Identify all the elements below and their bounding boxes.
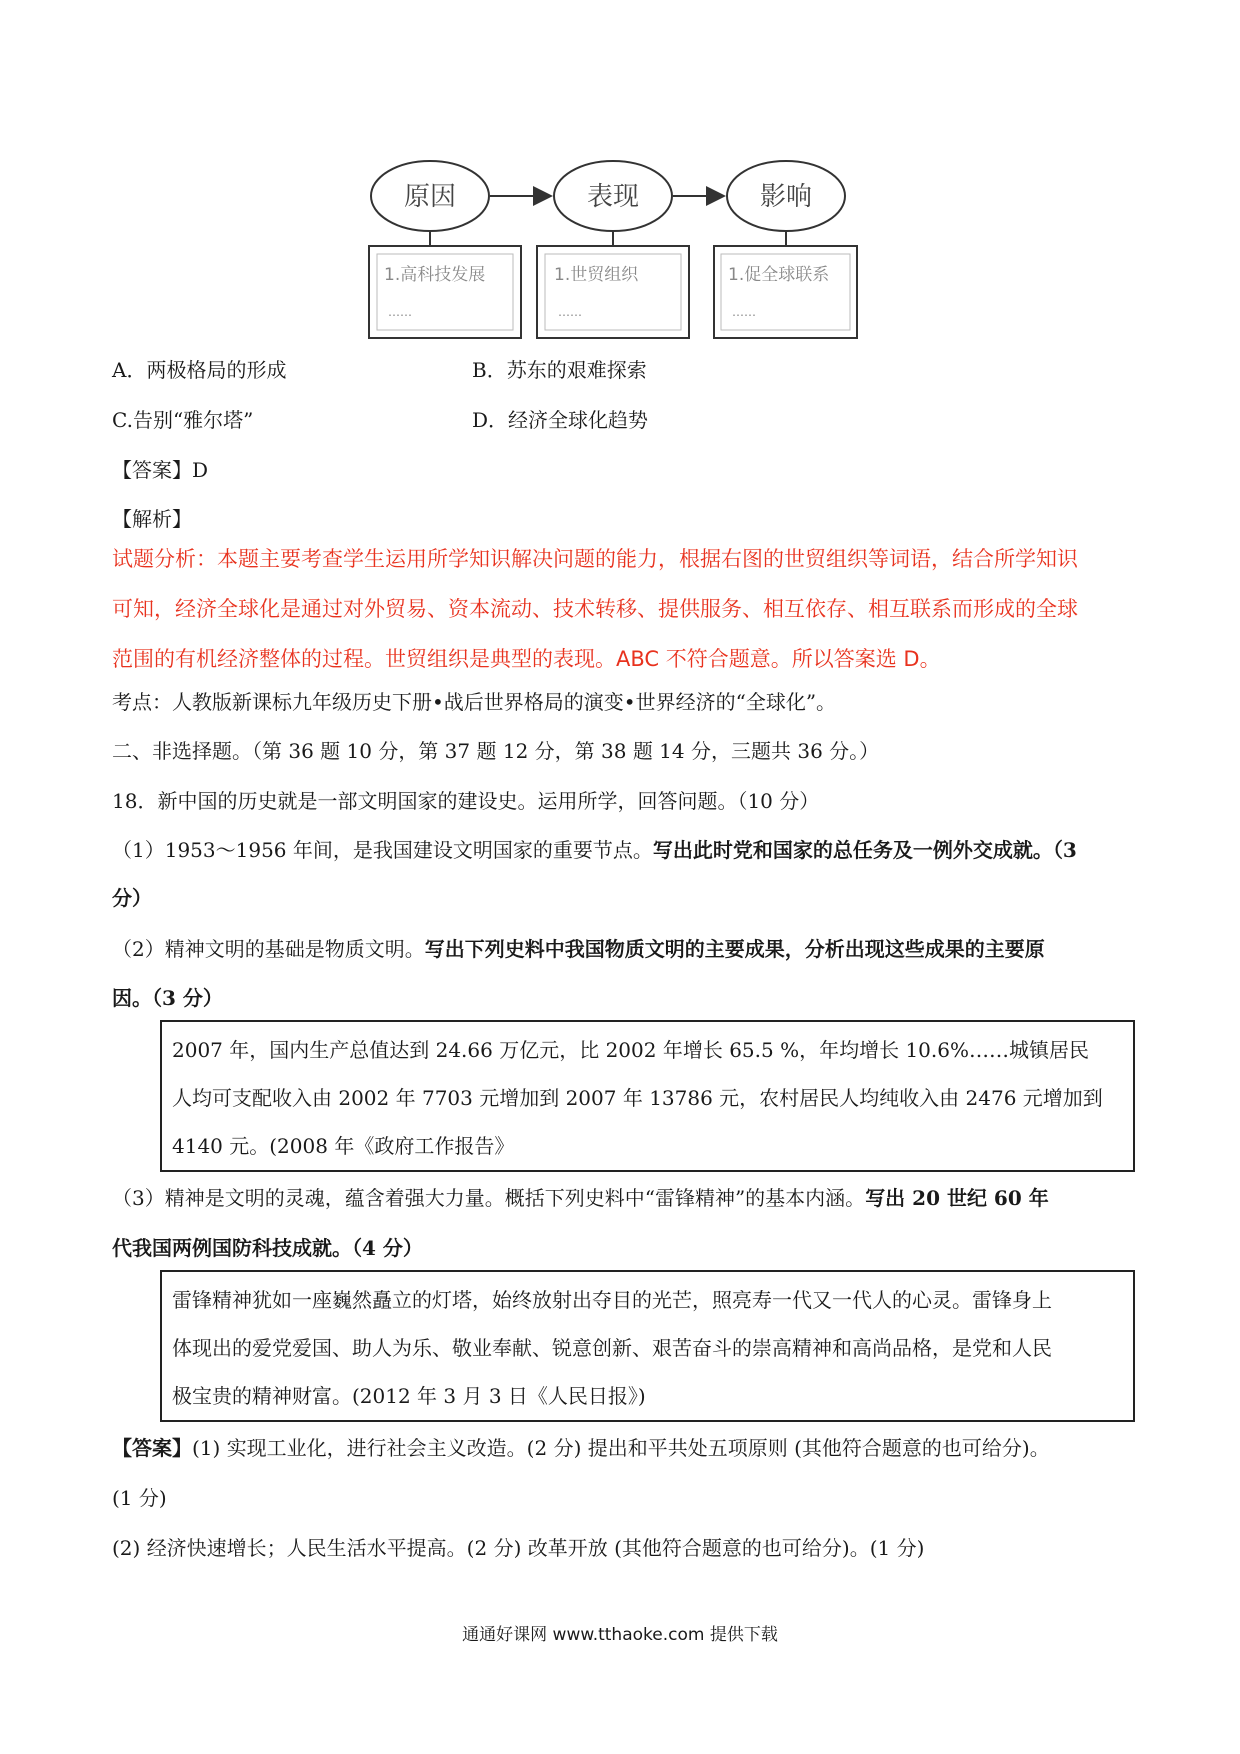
- question-18-1: [112, 838, 1077, 862]
- material-2-line-2: 体现出的爱党爱国、助人为乐、敬业奉献、锐意创新、艰苦奋斗的崇高精神和高尚品格，是党和人民: [172, 1336, 1052, 1360]
- node-box-manifestation: [537, 246, 689, 338]
- q18-3-bold: 写出 20 世纪 60 年: [865, 1186, 1049, 1210]
- material-1-line-1: 2007 年，国内生产总值达到 24.66 万亿元，比 2002 年增长 65.5 %，年均增长 10.6%……城镇居民: [172, 1038, 1089, 1062]
- question-18-2: [112, 937, 1045, 961]
- analysis-line-2: 可知，经济全球化是通过对外贸易、资本流动、技术转移、提供服务、相互依存、相互联系而形成的全球: [112, 597, 1078, 621]
- option-b: B．苏东的艰难探索: [472, 358, 647, 382]
- kaodian: 考点：人教版新课标九年级历史下册•战后世界格局的演变•世界经济的“全球化”。: [112, 690, 837, 714]
- q18-1-bold: 写出此时党和国家的总任务及一例外交成就。（3: [652, 838, 1077, 862]
- q18-2-normal: （2）精神文明的基础是物质文明。: [112, 937, 425, 961]
- node-dots-cause: ……: [388, 305, 412, 319]
- q18-1-normal: （1）1953～1956 年间，是我国建设文明国家的重要节点。: [112, 838, 653, 862]
- material-box-2: [160, 1270, 1135, 1422]
- option-a: A．两极格局的形成: [112, 358, 287, 382]
- analysis-line-3: 范围的有机经济整体的过程。世贸组织是典型的表现。ABC 不符合题意。所以答案选 D。: [112, 647, 941, 671]
- footer: 通通好课网 www.tthaoke.com 提供下载: [462, 1625, 778, 1645]
- flow-diagram: [368, 158, 858, 340]
- node-item-manifestation: 1.世贸组织: [554, 265, 639, 285]
- material-1-line-3: 4140 元。(2008 年《政府工作报告》: [172, 1134, 515, 1158]
- question-18-3: [112, 1186, 1049, 1210]
- node-item-impact: 1.促全球联系: [728, 265, 830, 285]
- material-1-line-2: 人均可支配收入由 2002 年 7703 元增加到 2007 年 13786 元，农村居民人均纯收入由 2476 元增加到: [172, 1086, 1103, 1110]
- answer-2-label: 【答案】: [112, 1436, 192, 1460]
- node-item-cause: 1.高科技发展: [384, 265, 486, 285]
- analysis-line-1: 试题分析：本题主要考查学生运用所学知识解决问题的能力，根据右图的世贸组织等词语，结合所学知识: [112, 547, 1078, 571]
- option-c: C.告别“雅尔塔”: [112, 408, 254, 432]
- answer-2-line-1: [112, 1436, 1050, 1460]
- answer-1: 【答案】D: [112, 458, 209, 482]
- material-2-line-1: 雷锋精神犹如一座巍然矗立的灯塔，始终放射出夺目的光芒，照亮寿一代又一代人的心灵。雷锋身上: [172, 1288, 1052, 1312]
- answer-2-text-1: (1) 实现工业化，进行社会主义改造。(2 分) 提出和平共处五项原则 (其他符合题意的也可给分)。: [192, 1436, 1050, 1460]
- q18-2-bold: 写出下列史料中我国物质文明的主要成果，分析出现这些成果的主要原: [424, 937, 1045, 961]
- node-title-cause: 原因: [403, 182, 457, 212]
- answer-2-line-2: (1 分): [112, 1486, 167, 1510]
- q18-3-bold-cont: 代我国两例国防科技成就。（4 分）: [112, 1236, 423, 1260]
- answer-2-line-3: (2) 经济快速增长；人民生活水平提高。(2 分) 改革开放 (其他符合题意的也可给分)。(1 分): [112, 1536, 925, 1560]
- node-title-manifestation: 表现: [586, 182, 640, 212]
- question-18: 18．新中国的历史就是一部文明国家的建设史。运用所学，回答问题。（10 分）: [112, 789, 820, 813]
- node-title-impact: 影响: [759, 182, 813, 212]
- section-2-heading: 二、非选择题。（第 36 题 10 分，第 37 题 12 分，第 38 题 14 分，三题共 36 分。）: [112, 739, 880, 763]
- option-d: D．经济全球化趋势: [472, 408, 649, 432]
- node-box-cause: [369, 246, 521, 338]
- q18-3-normal: （3）精神是文明的灵魂，蕴含着强大力量。概括下列史料中“雷锋精神”的基本内涵。: [112, 1186, 866, 1210]
- node-box-impact: [714, 246, 857, 338]
- q18-2-bold-cont: 因。（3 分）: [112, 986, 223, 1010]
- node-dots-manifestation: ……: [558, 305, 582, 319]
- material-2-line-3: 极宝贵的精神财富。(2012 年 3 月 3 日《人民日报》): [172, 1384, 646, 1408]
- q18-1-bold-cont: 分）: [112, 886, 152, 910]
- analysis-label: 【解析】: [112, 507, 192, 531]
- node-dots-impact: ……: [732, 305, 756, 319]
- material-box-1: [160, 1020, 1135, 1172]
